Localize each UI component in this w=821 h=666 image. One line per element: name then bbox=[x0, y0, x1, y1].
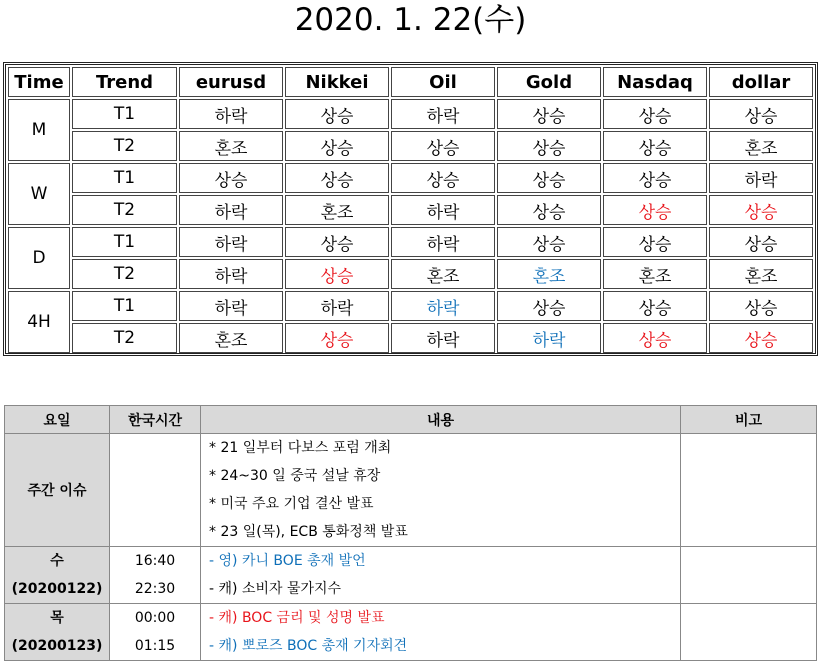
trend-value-cell: 하락 bbox=[391, 323, 495, 353]
trend-value-cell: 상승 bbox=[603, 227, 707, 257]
trend-label-cell: T1 bbox=[72, 163, 177, 193]
header-nasdaq: Nasdaq bbox=[603, 67, 707, 97]
trend-value-cell: 하락 bbox=[391, 99, 495, 129]
timeframe-cell: 4H bbox=[8, 291, 70, 353]
trend-table-frame bbox=[3, 62, 818, 356]
timeframe-cell: D bbox=[8, 227, 70, 289]
weekly-issue-item: * 24~30 일 중국 설날 휴장 bbox=[209, 468, 381, 484]
trend-label-cell: T2 bbox=[72, 259, 177, 289]
trend-label-cell: T2 bbox=[72, 323, 177, 353]
timeframe-cell: M bbox=[8, 99, 70, 161]
time-cell-thu bbox=[110, 604, 201, 661]
trend-value-cell: 혼조 bbox=[709, 259, 813, 289]
weekly-issue-content bbox=[201, 434, 681, 547]
header-day: 요일 bbox=[5, 406, 110, 434]
event-text: - 캐) 소비자 물가지수 bbox=[209, 581, 342, 597]
schedule-header-row bbox=[5, 406, 817, 434]
trend-value-cell: 하락 bbox=[391, 291, 495, 321]
header-oil: Oil bbox=[391, 67, 495, 97]
trend-value-cell: 상승 bbox=[709, 99, 813, 129]
trend-value-cell: 상승 bbox=[497, 195, 601, 225]
header-time: Time bbox=[8, 67, 70, 97]
trend-value-cell: 상승 bbox=[603, 99, 707, 129]
trend-value-cell: 상승 bbox=[603, 163, 707, 193]
header-nikkei: Nikkei bbox=[285, 67, 389, 97]
trend-value-cell: 상승 bbox=[285, 99, 389, 129]
event-time: 01:15 bbox=[134, 638, 176, 654]
weekly-issue-item: * 21 일부터 다보스 포럼 개최 bbox=[209, 440, 392, 456]
trend-value-cell: 상승 bbox=[285, 259, 389, 289]
trend-row bbox=[8, 131, 813, 161]
event-text: - 영) 카니 BOE 총재 발언 bbox=[209, 553, 366, 569]
trend-value-cell: 상승 bbox=[285, 323, 389, 353]
trend-value-cell: 하락 bbox=[179, 227, 283, 257]
header-trend: Trend bbox=[72, 67, 177, 97]
page-title: 2020. 1. 22(수) bbox=[294, 2, 527, 38]
trend-value-cell: 상승 bbox=[603, 323, 707, 353]
event-time: 16:40 bbox=[134, 553, 176, 569]
trend-value-cell: 하락 bbox=[179, 195, 283, 225]
trend-value-cell: 혼조 bbox=[709, 131, 813, 161]
trend-value-cell: 혼조 bbox=[603, 259, 707, 289]
weekly-issue-note bbox=[681, 434, 817, 547]
weekly-issue-item: * 23 일(목), ECB 통화정책 발표 bbox=[209, 524, 408, 540]
trend-value-cell: 하락 bbox=[179, 99, 283, 129]
schedule-table bbox=[4, 405, 817, 661]
trend-label-cell: T2 bbox=[72, 195, 177, 225]
trend-body bbox=[8, 99, 813, 353]
header-note: 비고 bbox=[681, 406, 817, 434]
day-label: 목 bbox=[50, 610, 64, 626]
day-label: 수 bbox=[50, 553, 64, 569]
trend-row bbox=[8, 99, 813, 129]
trend-value-cell: 하락 bbox=[285, 291, 389, 321]
trend-value-cell: 상승 bbox=[497, 227, 601, 257]
trend-value-cell: 상승 bbox=[391, 163, 495, 193]
trend-label-cell: T1 bbox=[72, 99, 177, 129]
time-cell-wed bbox=[110, 547, 201, 604]
header-gold: Gold bbox=[497, 67, 601, 97]
trend-label-cell: T1 bbox=[72, 291, 177, 321]
content-cell-thu bbox=[201, 604, 681, 661]
trend-value-cell: 상승 bbox=[709, 291, 813, 321]
day-date: (20200122) bbox=[11, 581, 103, 597]
day-row-wed bbox=[5, 547, 817, 604]
trend-value-cell: 상승 bbox=[179, 163, 283, 193]
trend-value-cell: 하락 bbox=[391, 227, 495, 257]
trend-value-cell: 하락 bbox=[391, 195, 495, 225]
trend-table bbox=[6, 65, 815, 355]
trend-value-cell: 상승 bbox=[285, 163, 389, 193]
trend-header-row bbox=[8, 67, 813, 97]
trend-value-cell: 혼조 bbox=[179, 323, 283, 353]
weekly-issue-time bbox=[110, 434, 201, 547]
trend-value-cell: 하락 bbox=[709, 163, 813, 193]
note-cell-wed bbox=[681, 547, 817, 604]
event-time: 00:00 bbox=[134, 610, 176, 626]
trend-row bbox=[8, 227, 813, 257]
trend-value-cell: 하락 bbox=[497, 323, 601, 353]
trend-value-cell: 상승 bbox=[603, 195, 707, 225]
event-text: - 캐) BOC 금리 및 성명 발표 bbox=[209, 610, 385, 626]
trend-label-cell: T2 bbox=[72, 131, 177, 161]
trend-value-cell: 상승 bbox=[391, 131, 495, 161]
trend-value-cell: 혼조 bbox=[497, 259, 601, 289]
trend-row bbox=[8, 259, 813, 289]
trend-value-cell: 상승 bbox=[285, 131, 389, 161]
day-row-thu bbox=[5, 604, 817, 661]
timeframe-cell: W bbox=[8, 163, 70, 225]
event-text: - 캐) 뽀로즈 BOC 총재 기자회견 bbox=[209, 638, 408, 654]
trend-value-cell: 상승 bbox=[603, 291, 707, 321]
header-content: 내용 bbox=[201, 406, 681, 434]
trend-value-cell: 상승 bbox=[497, 99, 601, 129]
weekly-issue-item: * 미국 주요 기업 결산 발표 bbox=[209, 496, 374, 512]
day-cell-wed bbox=[5, 547, 110, 604]
trend-value-cell: 상승 bbox=[497, 291, 601, 321]
trend-value-cell: 하락 bbox=[179, 291, 283, 321]
trend-label-cell: T1 bbox=[72, 227, 177, 257]
day-cell-thu bbox=[5, 604, 110, 661]
content-cell-wed bbox=[201, 547, 681, 604]
trend-row bbox=[8, 323, 813, 353]
trend-row bbox=[8, 291, 813, 321]
trend-value-cell: 상승 bbox=[709, 195, 813, 225]
header-eurusd: eurusd bbox=[179, 67, 283, 97]
note-cell-thu bbox=[681, 604, 817, 661]
trend-value-cell: 상승 bbox=[497, 131, 601, 161]
trend-row bbox=[8, 163, 813, 193]
header-dollar: dollar bbox=[709, 67, 813, 97]
trend-value-cell: 혼조 bbox=[179, 131, 283, 161]
trend-row bbox=[8, 195, 813, 225]
trend-value-cell: 혼조 bbox=[285, 195, 389, 225]
trend-value-cell: 상승 bbox=[285, 227, 389, 257]
trend-value-cell: 상승 bbox=[603, 131, 707, 161]
trend-value-cell: 상승 bbox=[709, 227, 813, 257]
weekly-issue-label: 주간 이슈 bbox=[5, 434, 110, 547]
weekly-issue-row bbox=[5, 434, 817, 547]
trend-value-cell: 상승 bbox=[709, 323, 813, 353]
trend-value-cell: 혼조 bbox=[391, 259, 495, 289]
event-time: 22:30 bbox=[134, 581, 176, 597]
header-korea-time: 한국시간 bbox=[110, 406, 201, 434]
day-date: (20200123) bbox=[11, 638, 103, 654]
trend-value-cell: 하락 bbox=[179, 259, 283, 289]
trend-value-cell: 상승 bbox=[497, 163, 601, 193]
